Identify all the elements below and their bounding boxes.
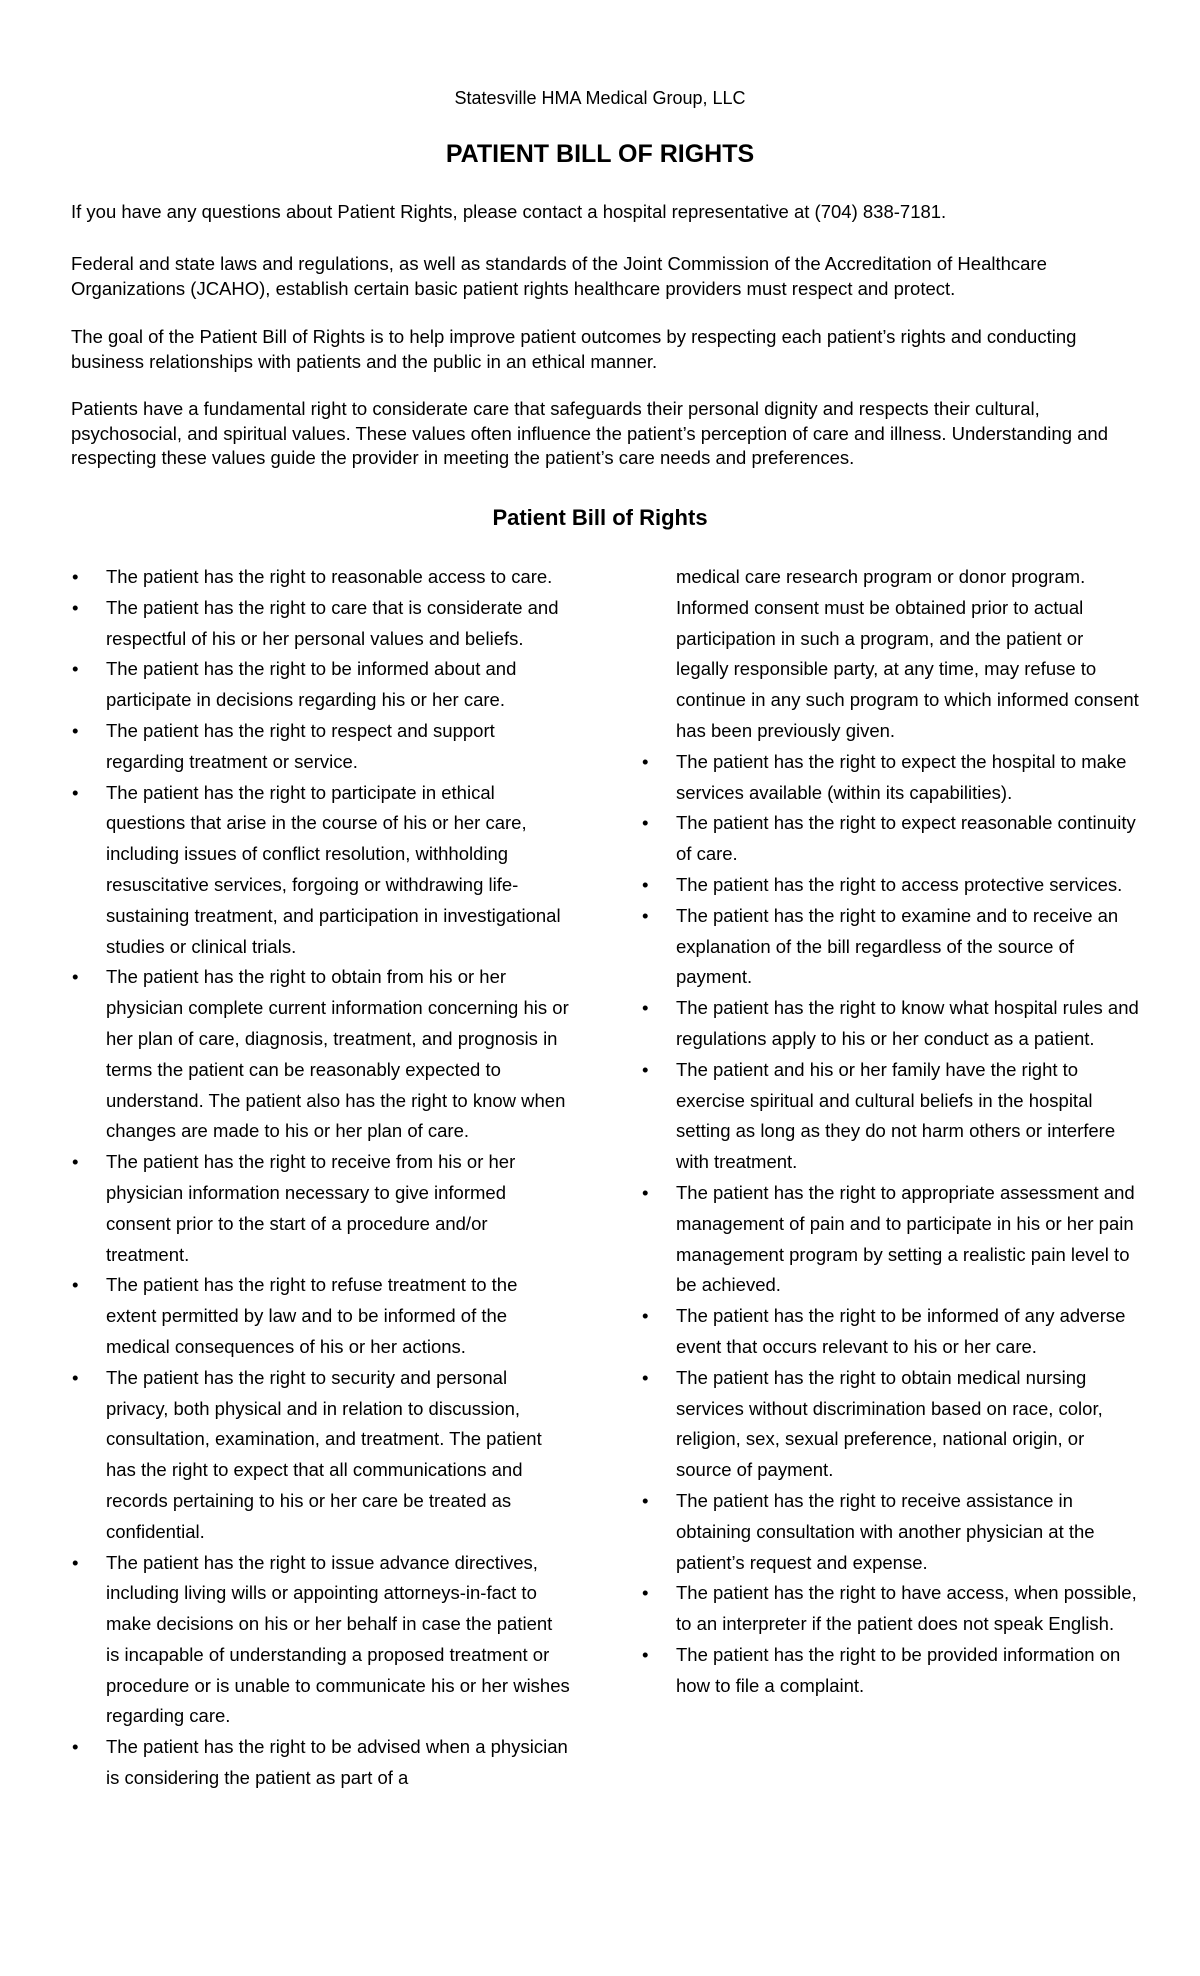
- bullet-icon: •: [72, 966, 79, 988]
- list-item: [70, 778, 570, 963]
- list-item: [640, 808, 1140, 870]
- list-item-text: The patient has the right to access protective services.: [676, 873, 1123, 895]
- list-item: [640, 901, 1140, 993]
- list-item-text: The patient has the right to be provided information on how to file a complaint.: [676, 1643, 1121, 1696]
- list-item-text: The patient has the right to appropriate assessment and management of pain and to participate in his or her pain management program by setting a realistic pain level to be achieved.: [676, 1181, 1135, 1296]
- list-item-text: The patient has the right to obtain from his or her physician complete current information concerning his or her plan of care, diagnosis, treatment, and prognosis in terms the patient can be reasonably expected to understand. The patient also has the right to know when changes are made to his or her plan of care.: [106, 966, 569, 1142]
- bullet-icon: •: [72, 566, 79, 587]
- list-item-text: The patient has the right to receive assistance in obtaining consultation with another physician at the patient’s request and expense.: [676, 1489, 1095, 1573]
- list-item: [70, 716, 570, 778]
- list-item-text: The patient has the right to be informed about and participate in decisions regarding his or her care.: [106, 658, 517, 711]
- list-item: [640, 870, 1140, 901]
- bullet-icon: •: [72, 1366, 79, 1388]
- values-paragraph: Patients have a fundamental right to considerate care that safeguards their personal dignity and respects their cultural, psychosocial, and spiritual values. These values often influence the patient’s perception of care and illness. Understanding and respecting these values guide the provider in meeting the patient’s care needs and preferences.: [71, 398, 1108, 468]
- list-item: [640, 1578, 1140, 1640]
- regulations-paragraph: Federal and state laws and regulations, as well as standards of the Joint Commission of the Accreditation of Healthcare Organizations (JCAHO), establish certain basic patient rights healthcare providers must respect and protect.: [71, 253, 1047, 299]
- list-item-text: The patient has the right to examine and to receive an explanation of the bill regardless of the source of payment.: [676, 904, 1119, 988]
- list-item-text: The patient has the right to be advised when a physician is considering the patient as part of a: [106, 1736, 568, 1789]
- list-item-text: The patient has the right to know what hospital rules and regulations apply to his or her conduct as a patient.: [676, 997, 1139, 1049]
- list-item: [640, 747, 1140, 809]
- bullet-icon: •: [642, 873, 649, 895]
- list-item: [70, 593, 570, 655]
- list-item-text: The patient has the right to be informed of any adverse event that occurs relevant to his or her care.: [676, 1305, 1126, 1357]
- list-item-text: The patient has the right to respect and support regarding treatment or service.: [106, 719, 495, 772]
- bullet-icon: •: [72, 658, 79, 680]
- list-item-text: The patient has the right to refuse treatment to the extent permitted by law and to be informed of the medical consequences of his or her actions.: [106, 1274, 518, 1357]
- bullet-icon: •: [72, 781, 79, 803]
- bullet-icon: •: [72, 719, 79, 741]
- bullet-icon: •: [642, 1058, 649, 1080]
- list-item: [640, 1486, 1140, 1578]
- list-item: [70, 1548, 570, 1733]
- bullet-icon: •: [642, 1643, 649, 1665]
- contact-paragraph: If you have any questions about Patient Rights, please contact a hospital representative at (704) 838-7181.: [71, 201, 947, 222]
- bullet-icon: •: [72, 1551, 79, 1573]
- organization-name: Statesville HMA Medical Group, LLC: [454, 88, 746, 108]
- bullet-icon: •: [642, 750, 649, 772]
- list-item: [640, 1301, 1140, 1363]
- rights-list-left: [70, 562, 570, 1794]
- list-item-text: The patient has the right to reasonable access to care.: [106, 566, 553, 587]
- bullet-icon: •: [72, 1151, 79, 1173]
- list-item: [640, 1055, 1140, 1178]
- list-item-text: The patient has the right to obtain medical nursing services without discrimination based on race, color, religion, sex, sexual preference, national origin, or source of payment.: [676, 1366, 1103, 1481]
- bullet-icon: •: [642, 1305, 649, 1327]
- list-item-text: The patient has the right to have access, when possible, to an interpreter if the patient does not speak English.: [676, 1582, 1137, 1635]
- list-item-text: The patient and his or her family have the right to exercise spiritual and cultural beliefs in the hospital setting as long as they do not harm others or interfere with treatment.: [676, 1058, 1116, 1173]
- list-item: [70, 1270, 570, 1362]
- bullet-icon: •: [72, 596, 79, 618]
- list-item: [640, 1363, 1140, 1486]
- goal-paragraph: The goal of the Patient Bill of Rights is to help improve patient outcomes by respecting each patient’s rights and conducting business relationships with patients and the public in an ethical manner.: [71, 326, 1077, 372]
- bullet-icon: •: [72, 1736, 79, 1758]
- list-item: [640, 1178, 1140, 1301]
- list-item: [70, 654, 570, 716]
- bullet-icon: •: [642, 1181, 649, 1203]
- bullet-icon: •: [642, 904, 649, 926]
- bullet-icon: •: [642, 1489, 649, 1511]
- list-item: [70, 1147, 570, 1270]
- bullet-icon: •: [642, 1366, 649, 1388]
- bullet-icon: •: [642, 812, 649, 834]
- list-item-text: The patient has the right to security and personal privacy, both physical and in relation to discussion, consultation, examination, and treatment. The patient has the right to expect that all communications and records pertaining to his or her care be treated as confidential.: [106, 1366, 542, 1542]
- list-item: [640, 993, 1140, 1055]
- page-title: PATIENT BILL OF RIGHTS: [445, 140, 755, 168]
- list-item-text: The patient has the right to participate in ethical questions that arise in the course of his or her care, including issues of conflict resolution, withholding resuscitative services, forgoing or withdrawing life-sustaining treatment, and participation in investigational studies or clinical trials.: [106, 781, 561, 957]
- list-item: [640, 1640, 1140, 1702]
- list-item: [70, 562, 570, 593]
- list-item-text: The patient has the right to issue advance directives, including living wills or appointing attorneys-in-fact to make decisions on his or her behalf in case the patient is incapable of understanding a proposed treatment or procedure or is unable to communicate his or her wishes regarding care.: [106, 1551, 570, 1727]
- list-item-continuation: [640, 562, 1140, 747]
- rights-list-right: [640, 562, 1140, 1701]
- list-item: [70, 1363, 570, 1548]
- section-heading: Patient Bill of Rights: [492, 505, 708, 530]
- list-item-text: medical care research program or donor program. Informed consent must be obtained prior to actual participation in such a program, and the patient or legally responsible party, at any time, may refuse to continue in any such program to which informed consent has been previously given.: [676, 566, 1139, 741]
- list-item-text: The patient has the right to receive from his or her physician information necessary to give informed consent prior to the start of a procedure and/or treatment.: [106, 1151, 516, 1265]
- bullet-icon: •: [642, 1582, 649, 1604]
- list-item-text: The patient has the right to care that is considerate and respectful of his or her personal values and beliefs.: [106, 596, 559, 649]
- bullet-icon: •: [72, 1274, 79, 1296]
- bullet-icon: •: [642, 997, 649, 1019]
- list-item: [70, 1732, 570, 1794]
- list-item-text: The patient has the right to expect reasonable continuity of care.: [676, 812, 1136, 865]
- list-item: [70, 962, 570, 1147]
- list-item-text: The patient has the right to expect the hospital to make services available (within its capabilities).: [676, 750, 1127, 803]
